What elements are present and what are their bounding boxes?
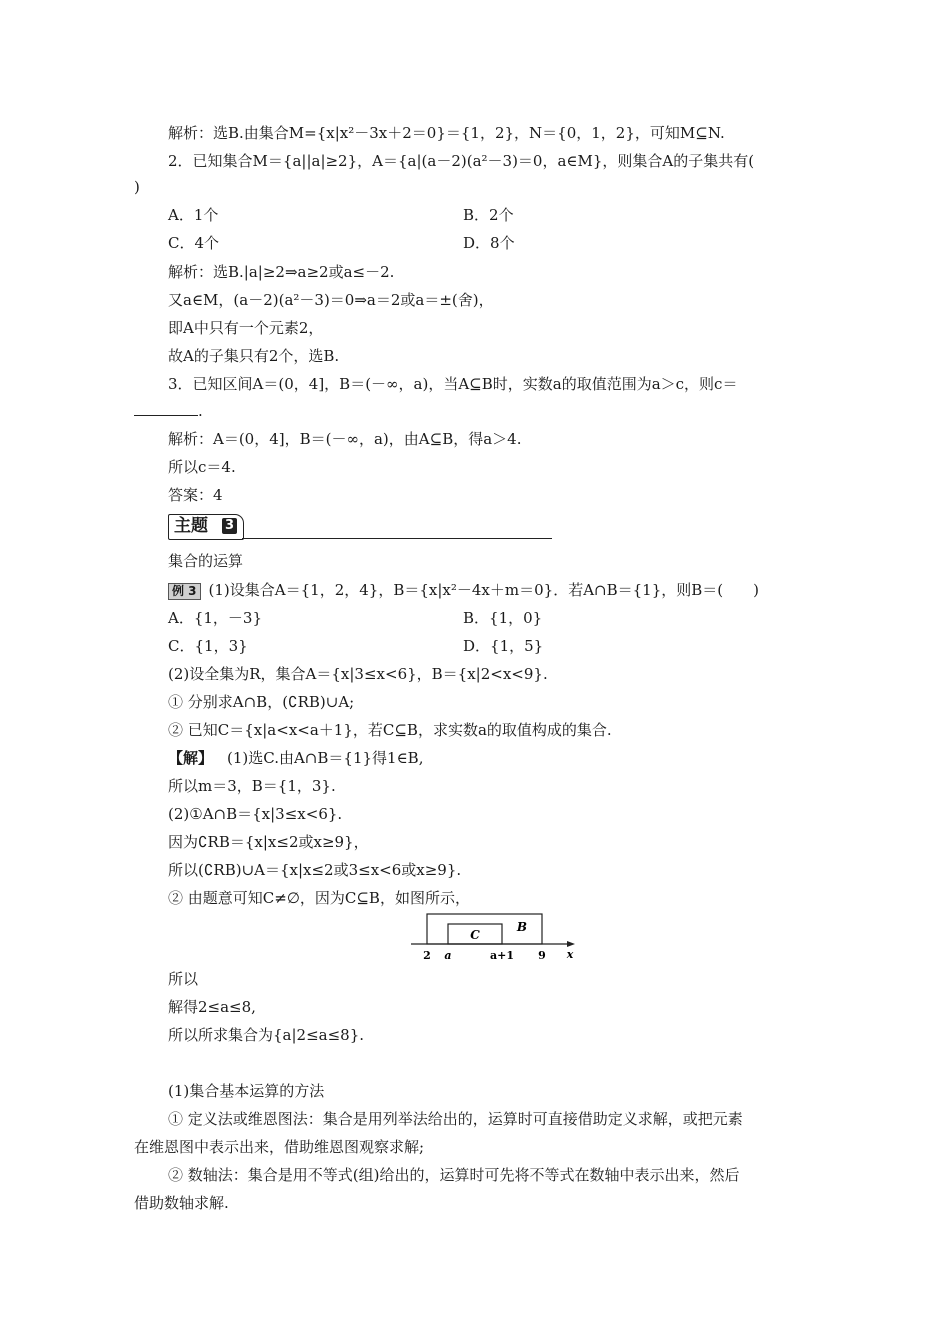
q1-analysis: 解析：选B.由集合M={x|x²－3x＋2＝0}＝{1，2}，N＝{0，1，2}，可知M⊆N. [168, 124, 725, 142]
tick-label: 9 [538, 949, 546, 962]
q3-answer: 答案：4 [168, 486, 223, 504]
tick-label: a [444, 949, 452, 962]
q3-stem-end-row [134, 401, 203, 421]
solution-after-line: 所以所求集合为{a|2≤a≤8}. [168, 1026, 365, 1044]
topic-title: 集合的运算 [168, 552, 244, 570]
topic-header [168, 514, 552, 540]
example-part2-i: ① 分别求A∩B，(∁RB)∪A; [168, 693, 355, 711]
q2-analysis-line: 解析：选B.|a|≥2⇒a≥2或a≤－2. [168, 263, 395, 281]
example-option-c: C．{1，3} [168, 637, 248, 655]
example-part1-row [168, 580, 759, 600]
q2-option-a: A．1个 [168, 206, 219, 224]
summary-item1-a: ① 定义法或维恩图法：集合是用列举法给出的，运算时可直接借助定义求解，或把元素 [168, 1110, 743, 1128]
summary-item2-a: ② 数轴法：集合是用不等式(组)给出的，运算时可先将不等式在数轴中表示出来，然后 [168, 1166, 740, 1184]
solution-head: 【解】 [168, 749, 214, 767]
example-part2: (2)设全集为R，集合A＝{x|3≤x<6}，B＝{x|2<x<9}. [168, 665, 548, 683]
solution-line: 所以m＝3，B＝{1，3}. [168, 777, 336, 795]
answer-blank [134, 401, 198, 416]
example-part1: (1)设集合A＝{1，2，4}，B＝{x|x²－4x＋m＝0}．若A∩B＝{1}，则B＝( ) [208, 581, 759, 599]
example-option-b: B．{1，0} [463, 609, 543, 627]
q3-stem: 3．已知区间A＝(0，4]，B＝(－∞，a)，当A⊆B时，实数a的取值范围为a＞c，则c＝ [168, 375, 738, 393]
topic-rule [242, 538, 552, 539]
example-part2-ii: ② 已知C＝{x|a<x<a＋1}，若C⊆B，求实数a的取值构成的集合. [168, 721, 612, 739]
solution-line: ② 由题意可知C≠∅，因为C⊆B，如图所示， [168, 889, 470, 907]
solution-after-line: 所以 [168, 970, 199, 988]
q3-stem-end: . [198, 402, 203, 420]
summary-head: (1)集合基本运算的方法 [168, 1082, 325, 1100]
solution-line: (1)选C.由A∩B＝{1}得1∈B, [227, 749, 424, 767]
q2-stem: 2．已知集合M＝{a||a|≥2}，A＝{a|(a－2)(a²－3)＝0，a∈M}，则集合A的子集共有( [168, 152, 755, 170]
solution-line: 因为∁RB＝{x|x≤2或x≥9}， [168, 833, 369, 851]
set-b-label: B [516, 920, 528, 934]
topic-label: 主题 [174, 516, 208, 536]
set-c-label: C [470, 928, 480, 942]
axis-arrow [567, 941, 575, 947]
summary-item1-b: 在维恩图中表示出来，借助维恩图观察求解; [134, 1138, 425, 1156]
q2-analysis-line: 又a∈M，(a－2)(a²－3)＝0⇒a＝2或a＝±(舍)， [168, 291, 494, 309]
example-badge: 例 3 [168, 583, 201, 600]
q3-analysis-line: 所以c＝4. [168, 458, 236, 476]
tick-label: a+1 [490, 949, 514, 962]
example-option-a: A．{1，－3} [168, 609, 263, 627]
q3-analysis-line: 解析：A＝(0，4]，B＝(－∞，a)，由A⊆B，得a＞4. [168, 430, 522, 448]
q2-option-c: C．4个 [168, 234, 220, 252]
summary-item2-b: 借助数轴求解. [134, 1194, 229, 1212]
q2-analysis-line: 故A的子集只有2个，选B. [168, 347, 340, 365]
q2-option-b: B．2个 [463, 206, 514, 224]
tick-label: 2 [423, 949, 431, 962]
solution-after-line: 解得2≤a≤8, [168, 998, 256, 1016]
example-option-d: D．{1，5} [463, 637, 544, 655]
axis-label: x [566, 948, 574, 961]
solution-line: (2)①A∩B＝{x|3≤x<6}. [168, 805, 343, 823]
q2-analysis-line: 即A中只有一个元素2， [168, 319, 324, 337]
q2-stem-end: ) [134, 178, 140, 196]
solution-line: 所以(∁RB)∪A＝{x|x≤2或3≤x<6或x≥9}. [168, 861, 462, 879]
q2-option-d: D．8个 [463, 234, 515, 252]
number-line-diagram [405, 908, 585, 964]
solution-line-first [168, 748, 423, 768]
topic-number: 3 [222, 518, 237, 534]
